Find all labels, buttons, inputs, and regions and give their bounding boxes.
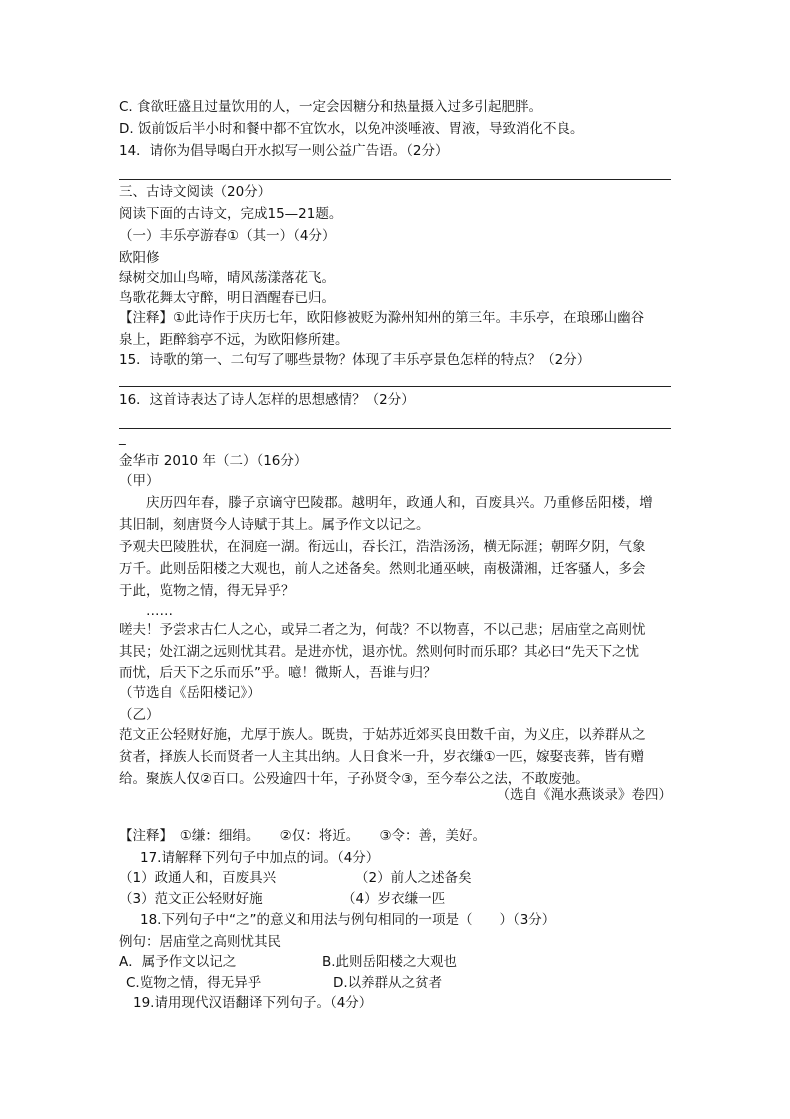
ellipsis: …… — [146, 603, 173, 619]
passage-b-source: （选自《渑水燕谈录》卷四） — [496, 787, 672, 803]
passage-a-line-5: 于此，览物之情，得无异乎？ — [119, 583, 295, 599]
option-d-line: D. 饭前饭后半小时和餐中都不宜饮水，以免冲淡唾液、胃液，导致消化不良。 — [119, 121, 584, 137]
q17-item-2: （2）前人之述备矣 — [355, 870, 472, 886]
poem-line-1: 绿树交加山鸟啼，晴风荡漾落花飞。 — [119, 270, 335, 286]
option-c-line: C. 食欲旺盛且过量饮用的人，一定会因糖分和热量摄入过多引起肥胖。 — [119, 99, 543, 115]
q18-option-b: B.此则岳阳楼之大观也 — [322, 954, 458, 970]
passage-a-line-3: 予观夫巴陵胜状，在洞庭一湖。衔远山，吞长江，浩浩汤汤，横无际涯；朝晖夕阴，气象 — [119, 539, 646, 555]
q18-example: 例句：居庙堂之高则忧其民 — [119, 934, 281, 950]
passage-source-heading: 金华市 2010 年（二）（16分） — [119, 453, 308, 469]
poem-note-line-2: 泉上，距醉翁亭不远，为欧阳修所建。 — [119, 332, 349, 348]
q17-item-3: （3）范文正公轻财好施 — [119, 891, 263, 907]
question-17: 17.请解释下列句子中加点的词。（4分） — [140, 850, 380, 866]
passage-b-notes: 【注释】 ①缣：细绢。 ②仅：将近。 ③令：善，美好。 — [119, 828, 487, 844]
answer-line — [119, 386, 671, 387]
question-18: 18.下列句子中“之”的意义和用法与例句相同的一项是（ ）（3分） — [140, 912, 556, 928]
passage-a-line-7: 其民；处江湖之远则忧其君。是进亦忧，退亦忧。然则何时而乐耶？其必曰“先天下之忧 — [119, 644, 639, 660]
poem-author: 欧阳修 — [119, 250, 160, 266]
poem-line-2: 鸟歌花舞太守醉，明日酒醒春已归。 — [119, 290, 335, 306]
poem-note-line-1: 【注释】①此诗作于庆历七年，欧阳修被贬为滁州知州的第三年。丰乐亭，在琅琊山幽谷 — [119, 310, 645, 326]
poem-title: （一）丰乐亭游春①（其一）（4分） — [119, 228, 336, 244]
stray-mark: _ — [119, 430, 126, 446]
question-16: 16．这首诗表达了诗人怎样的思想感情？（2分） — [119, 392, 415, 408]
question-15: 15．诗歌的第一、二句写了哪些景物？体现了丰乐亭景色怎样的特点？（2分） — [119, 352, 591, 368]
passage-b-label: （乙） — [119, 707, 160, 723]
answer-line — [119, 428, 671, 429]
answer-line — [119, 179, 671, 180]
q18-option-d: D.以养群从之贫者 — [333, 975, 443, 991]
passage-a-line-6: 嗟夫！予尝求古仁人之心，或异二者之为，何哉？不以物喜，不以己悲；居庙堂之高则忧 — [119, 622, 646, 638]
q17-item-4: （4）岁衣缣一匹 — [342, 891, 446, 907]
passage-a-line-2: 其旧制，刻唐贤今人诗赋于其上。属予作文以记之。 — [119, 517, 430, 533]
section-heading: 三、古诗文阅读（20分） — [119, 184, 272, 200]
passage-a-source: （节选自《岳阳楼记》） — [119, 685, 261, 701]
passage-b-line-1: 范文正公轻财好施，尤厚于族人。既贵，于姑苏近郊买良田数千亩，为义庄，以养群从之 — [119, 727, 646, 743]
passage-a-label: （甲） — [119, 473, 160, 489]
passage-a-line-8: 而忧，后天下之乐而乐”乎。噫！微斯人，吾谁与归？ — [119, 665, 437, 681]
question-14: 14．请你为倡导喝白开水拟写一则公益广告语。（2分） — [119, 143, 449, 159]
passage-b-line-2: 贫者，择族人长而贤者一人主其出纳。人日食米一升，岁衣缣①一匹，嫁娶丧葬，皆有赠 — [119, 749, 645, 765]
q18-option-a: A．属予作文以记之 — [119, 954, 237, 970]
reading-instruction: 阅读下面的古诗文，完成15—21题。 — [119, 206, 343, 222]
passage-a-line-1: 庆历四年春，滕子京谪守巴陵郡。越明年，政通人和，百废具兴。乃重修岳阳楼，增 — [146, 495, 653, 511]
q17-item-1: （1）政通人和，百废具兴 — [119, 870, 277, 886]
passage-b-line-3: 给。聚族人仅②百口。公殁逾四十年，子孙贤令③，至今奉公之法，不敢废弛。 — [119, 771, 589, 787]
question-19: 19.请用现代汉语翻译下列句子。（4分） — [133, 995, 373, 1011]
passage-a-line-4: 万千。此则岳阳楼之大观也，前人之述备矣。然则北通巫峡，南极潇湘，迁客骚人，多会 — [119, 561, 646, 577]
q18-option-c: C.览物之情，得无异乎 — [126, 975, 262, 991]
